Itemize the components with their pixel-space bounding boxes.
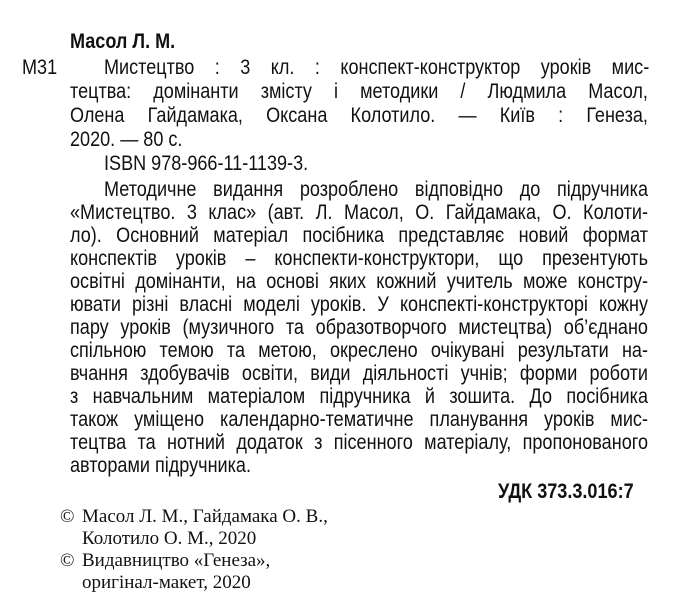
index-code: М31 bbox=[22, 56, 58, 79]
abstract-line: Методичне видання розроблено відповідно до підручника bbox=[104, 178, 648, 201]
abstract-line: авторами підручника. bbox=[70, 454, 252, 477]
bibliographic-line: Олена Гайдамака, Оксана Колотило. — Київ : Генеза, bbox=[70, 104, 648, 127]
copyright-line: Колотило О. М., 2020 bbox=[82, 528, 257, 549]
abstract-line: тецтва та нотний додаток з пісенного матеріалу, пропонованого bbox=[70, 431, 648, 454]
copyright-line: Масол Л. М., Гайдамака О. В., bbox=[82, 506, 328, 527]
abstract-line: ювати різні власні моделі уроків. У конспекті-конструкторі кожну bbox=[70, 293, 648, 316]
abstract-line: «Мистецтво. 3 клас» (авт. Л. Масол, О. Гайдамака, О. Колоти- bbox=[70, 201, 648, 224]
copyright-symbol: © bbox=[60, 506, 75, 527]
abstract-line: пару уроків (музичного та образотворчого мистецтва) об’єднано bbox=[70, 316, 648, 339]
bibliographic-line: Мистецтво : 3 кл. : конспект-конструктор уроків мис- bbox=[104, 56, 650, 79]
abstract-line: також уміщено календарно-тематичне планування уроків мис- bbox=[70, 408, 648, 431]
udc-code: УДК 373.3.016:7 bbox=[498, 480, 634, 503]
copyright-symbol: © bbox=[60, 550, 75, 571]
abstract-line: з навчальним матеріалом підручника й зошита. До посібника bbox=[70, 385, 648, 408]
bibliographic-line: 2020. — 80 с. bbox=[70, 128, 183, 151]
copyright-line: оригінал-макет, 2020 bbox=[82, 572, 251, 593]
copyright-line: Видавництво «Генеза», bbox=[82, 550, 271, 571]
abstract-line: освітні домінанти, на основі яких кожний учитель може констру- bbox=[70, 270, 648, 293]
author-heading: Масол Л. М. bbox=[70, 30, 176, 53]
abstract-line: конспектів уроків – конспекти-конструктори, що презентують bbox=[70, 247, 648, 270]
abstract-line: ло). Основний матеріал посібника представляє новий формат bbox=[70, 224, 648, 247]
abstract-line: вчання здобувачів освіти, види діяльності учнів; форми роботи bbox=[70, 362, 648, 385]
abstract-line: спільною темою та метою, окреслено очікувані результати на- bbox=[70, 339, 648, 362]
bibliographic-line: тецтва: домінанти змісту і методики / Людмила Масол, bbox=[70, 80, 648, 103]
isbn: ISBN 978-966-11-1139-3. bbox=[104, 152, 309, 175]
